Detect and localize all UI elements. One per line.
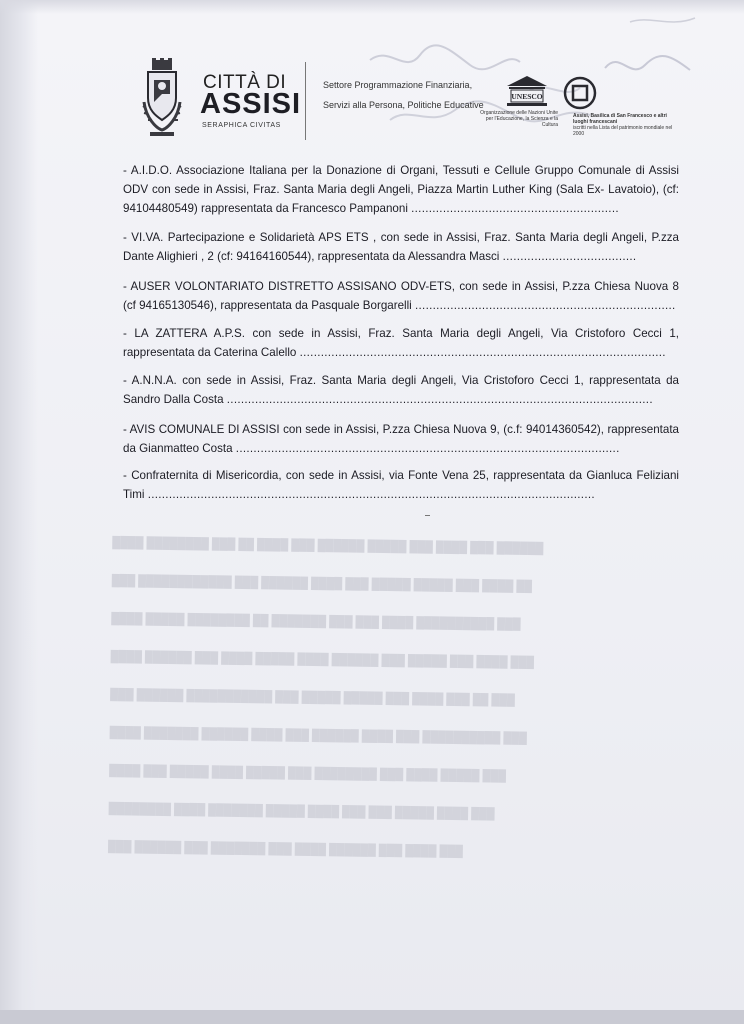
signature-line: ............................................................................................................. <box>235 442 620 455</box>
list-item <box>123 161 679 218</box>
stray-mark <box>425 515 430 516</box>
signature-line: .......................................................................... <box>415 299 676 312</box>
list-item <box>123 466 679 504</box>
unesco-logo <box>503 74 551 110</box>
city-motto: SERAPHICA CIVITAS <box>202 122 281 129</box>
scan-left-edge <box>0 0 38 1024</box>
department-line-1: Settore Programmazione Finanziaria, <box>323 80 473 90</box>
list-item <box>123 277 679 315</box>
world-heritage-text <box>573 113 683 137</box>
entry-text: - AVIS COMUNALE DI ASSISI con sede in Assisi, P.zza Chiesa Nuova 9, (c.f: 94014360542), rappresentata da Gianmatteo Costa <box>123 423 679 455</box>
world-heritage-subtitle: iscritti nella Lista del patrimonio mondiale nel 2000 <box>573 125 673 137</box>
bleedthrough-text: ████ ████████ ███ ██ ████ ███ ██████ █████ ███ ████ ███ ██████ ███ ████████████ ███ ██████ ████ ███ █████ █████ ███ ████ ██ ████ █████ ████████ ██ ███████ ███ ███ ████ ██████████ ███ ████ ██████ ███ ████ █████ ████ ██████ ███ █████ ███ ████ ███ ███ ██████ ███████████ ███ █████ █████ ███ ████ ███ ██ ███ ████ ███████ ██████ ████ ███ ██████ ████ ███ ██████████ ███ ████ ███ █████ ████ █████ ███ ████████ ███ ████ █████ ███ ████████ ████ ███████ █████ ████ ███ ███ █████ ████ ███ ███ ██████ ███ ███████ ███ ████ ██████ ███ ████ ███ <box>107 536 544 858</box>
city-name: ASSISI <box>200 88 302 120</box>
assisi-coat-of-arms-logo <box>140 58 184 140</box>
list-item <box>123 324 679 362</box>
header-divider <box>305 62 306 140</box>
signature-line: ......................................................................................................................... <box>226 393 653 406</box>
unesco-text: Organizzazione delle Nazioni Unite per l'Educazione, la Scienza e la Cultura <box>480 110 558 128</box>
world-heritage-title: Assisi, Basilica di San Francesco e altri luoghi francescani <box>573 113 667 125</box>
signature-line: ........................................................................................................ <box>299 346 666 359</box>
signature-line: ...................................... <box>502 250 637 263</box>
list-item <box>123 371 679 409</box>
entry-text: - A.N.N.A. con sede in Assisi, Fraz. Santa Maria degli Angeli, Via Cristoforo Cecci 1, rappresentata da Sandro Dalla Costa <box>123 374 679 406</box>
entry-text: - Confraternita di Misericordia, con sede in Assisi, via Fonte Vena 25, rappresentata da Gianluca Feliziani Timi <box>123 469 679 501</box>
entry-text: - VI.VA. Partecipazione e Solidarietà APS ETS , con sede in Assisi, Fraz. Santa Maria degli Angeli, P.zza Dante Alighieri , 2 (cf: 94164160544), rappresentata da Alessandra Masci <box>123 231 679 263</box>
signature-line: ............................................................................................................................... <box>147 488 595 501</box>
entry-text: - A.I.D.O. Associazione Italiana per la Donazione di Organi, Tessuti e Cellule Gruppo Comunale di Assisi ODV con sede in Assisi, Fraz. Santa Maria degli Angeli, Piazza Martin Luther King (Sala Ex- Lavatoio), (cf: 94104480549) rappresentata da Francesco Pampanoni <box>123 164 679 215</box>
scan-bottom-edge <box>0 1010 744 1024</box>
list-item <box>123 228 679 266</box>
list-item <box>123 420 679 458</box>
entry-text: - LA ZATTERA A.P.S. con sede in Assisi, Fraz. Santa Maria degli Angeli, Via Cristoforo Cecci 1, rappresentata da Caterina Calello <box>123 327 679 359</box>
city-title: CITTÀ DI <box>203 72 287 93</box>
signature-line: ........................................................... <box>411 202 619 215</box>
department-line-2: Servizi alla Persona, Politiche Educative <box>323 100 484 110</box>
entry-text: - AUSER VOLONTARIATO DISTRETTO ASSISANO ODV-ETS, con sede in Assisi, P.zza Chiesa Nuova 8 (cf 94165130546), rappresentata da Pasquale Borgarelli <box>123 280 679 312</box>
world-heritage-logo <box>563 76 597 110</box>
svg-text:UNESCO: UNESCO <box>511 92 543 101</box>
